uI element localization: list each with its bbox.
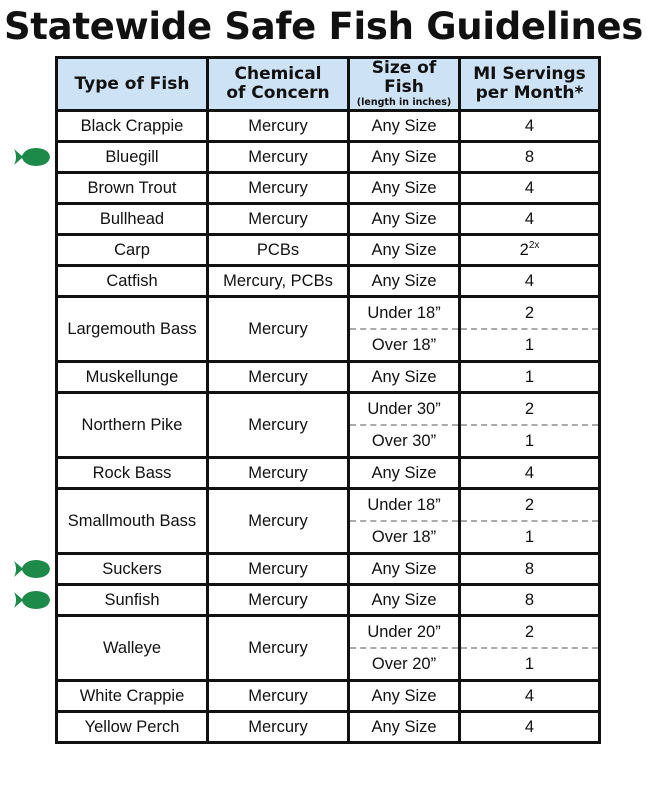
chemical-cell: Mercury: [208, 393, 349, 458]
fish-name-cell: Brown Trout: [57, 173, 208, 204]
size-cell: Any Size: [349, 142, 460, 173]
servings-cell: [460, 362, 600, 393]
servings-cell: [460, 585, 600, 616]
page-title: Statewide Safe Fish Guidelines: [3, 5, 644, 48]
servings-value: 2: [519, 241, 529, 259]
chemical-cell: Mercury: [208, 111, 349, 142]
size-cell: [349, 393, 460, 458]
fish-name-cell: Suckers: [57, 554, 208, 585]
servings-value: 1: [524, 367, 535, 386]
table-row: [57, 489, 600, 554]
size-range: Under 18”: [350, 298, 458, 330]
fish-name-cell: Walleye: [57, 616, 208, 681]
size-cell: Any Size: [349, 362, 460, 393]
table-header-row: [57, 58, 600, 111]
chemical-cell: Mercury: [208, 142, 349, 173]
fish-name-cell: Muskellunge: [57, 362, 208, 393]
servings-cell: [460, 681, 600, 712]
servings-value: 8: [524, 590, 535, 609]
servings-value: 4: [524, 271, 535, 290]
servings-cell: [460, 111, 600, 142]
table-row: [57, 173, 600, 204]
header-size: Size of Fish (length in inches): [349, 58, 460, 111]
chemical-cell: Mercury: [208, 458, 349, 489]
size-cell: Any Size: [349, 204, 460, 235]
servings-cell: [460, 297, 600, 362]
servings-value: 1: [524, 654, 535, 673]
table-row: [57, 712, 600, 743]
green-fish-icon: [13, 559, 51, 579]
size-cell: [349, 616, 460, 681]
size-range: Under 20”: [350, 617, 458, 649]
servings-value: 4: [524, 686, 535, 705]
chemical-cell: Mercury, PCBs: [208, 266, 349, 297]
size-range: Over 30”: [371, 431, 437, 450]
table-row: [57, 142, 600, 173]
table-row: [57, 297, 600, 362]
size-cell: Any Size: [349, 111, 460, 142]
table-row: [57, 235, 600, 266]
chemical-cell: Mercury: [208, 362, 349, 393]
green-fish-icon: [13, 147, 51, 167]
size-cell: Any Size: [349, 266, 460, 297]
chemical-cell: Mercury: [208, 585, 349, 616]
fish-name-cell: Largemouth Bass: [57, 297, 208, 362]
fish-name-cell: Northern Pike: [57, 393, 208, 458]
servings-value: 1: [524, 431, 535, 450]
fish-name-cell: Carp: [57, 235, 208, 266]
chemical-cell: Mercury: [208, 712, 349, 743]
servings-cell: [460, 616, 600, 681]
chemical-cell: Mercury: [208, 554, 349, 585]
size-cell: [349, 297, 460, 362]
fish-name-cell: Sunfish: [57, 585, 208, 616]
servings-value: 4: [524, 463, 535, 482]
fish-name-cell: White Crappie: [57, 681, 208, 712]
fish-name-cell: Bluegill: [57, 142, 208, 173]
servings-value: 2: [461, 617, 598, 649]
servings-value: 2: [461, 394, 598, 426]
servings-value: 1: [524, 335, 535, 354]
size-cell: Any Size: [349, 712, 460, 743]
table-row: [57, 554, 600, 585]
servings-value: 4: [524, 717, 535, 736]
servings-value: 4: [524, 209, 535, 228]
table-row: [57, 362, 600, 393]
header-type-of-fish: Type of Fish: [57, 58, 208, 111]
servings-cell: [460, 142, 600, 173]
table-row: [57, 681, 600, 712]
size-range: Over 18”: [371, 335, 437, 354]
chemical-cell: Mercury: [208, 616, 349, 681]
size-cell: Any Size: [349, 585, 460, 616]
size-cell: Any Size: [349, 235, 460, 266]
servings-value: 2: [461, 298, 598, 330]
size-cell: Any Size: [349, 173, 460, 204]
servings-footnote: 2x: [528, 240, 540, 251]
header-servings: MI Servings per Month*: [460, 58, 600, 111]
size-cell: Any Size: [349, 554, 460, 585]
table-row: [57, 393, 600, 458]
table-row: [57, 204, 600, 235]
chemical-cell: Mercury: [208, 489, 349, 554]
fish-name-cell: Smallmouth Bass: [57, 489, 208, 554]
chemical-cell: Mercury: [208, 297, 349, 362]
servings-cell: [460, 489, 600, 554]
table-row: [57, 616, 600, 681]
fish-name-cell: Bullhead: [57, 204, 208, 235]
size-cell: Any Size: [349, 458, 460, 489]
size-range: Over 20”: [371, 654, 437, 673]
servings-value: 2: [461, 490, 598, 522]
servings-cell: [460, 458, 600, 489]
servings-value: 8: [524, 559, 535, 578]
fish-name-cell: Catfish: [57, 266, 208, 297]
servings-value: 4: [524, 178, 535, 197]
table-row: [57, 111, 600, 142]
servings-cell: [460, 393, 600, 458]
safe-fish-table: [55, 56, 601, 744]
chemical-cell: Mercury: [208, 173, 349, 204]
size-cell: Any Size: [349, 681, 460, 712]
green-fish-icon: [13, 590, 51, 610]
chemical-cell: Mercury: [208, 204, 349, 235]
fish-name-cell: Yellow Perch: [57, 712, 208, 743]
fish-name-cell: Black Crappie: [57, 111, 208, 142]
header-chemical: Chemical of Concern: [208, 58, 349, 111]
size-range: Under 30”: [350, 394, 458, 426]
servings-value: 1: [524, 527, 535, 546]
chemical-cell: Mercury: [208, 681, 349, 712]
chemical-cell: PCBs: [208, 235, 349, 266]
servings-value: 4: [524, 116, 535, 135]
servings-cell: [460, 204, 600, 235]
servings-value: 8: [524, 147, 535, 166]
servings-cell: [460, 712, 600, 743]
servings-cell: [460, 554, 600, 585]
fish-name-cell: Rock Bass: [57, 458, 208, 489]
size-range: Over 18”: [371, 527, 437, 546]
servings-cell: [460, 235, 600, 266]
size-range: Under 18”: [350, 490, 458, 522]
table-row: [57, 458, 600, 489]
table-row: [57, 585, 600, 616]
servings-cell: [460, 266, 600, 297]
table-row: [57, 266, 600, 297]
size-cell: [349, 489, 460, 554]
servings-cell: [460, 173, 600, 204]
